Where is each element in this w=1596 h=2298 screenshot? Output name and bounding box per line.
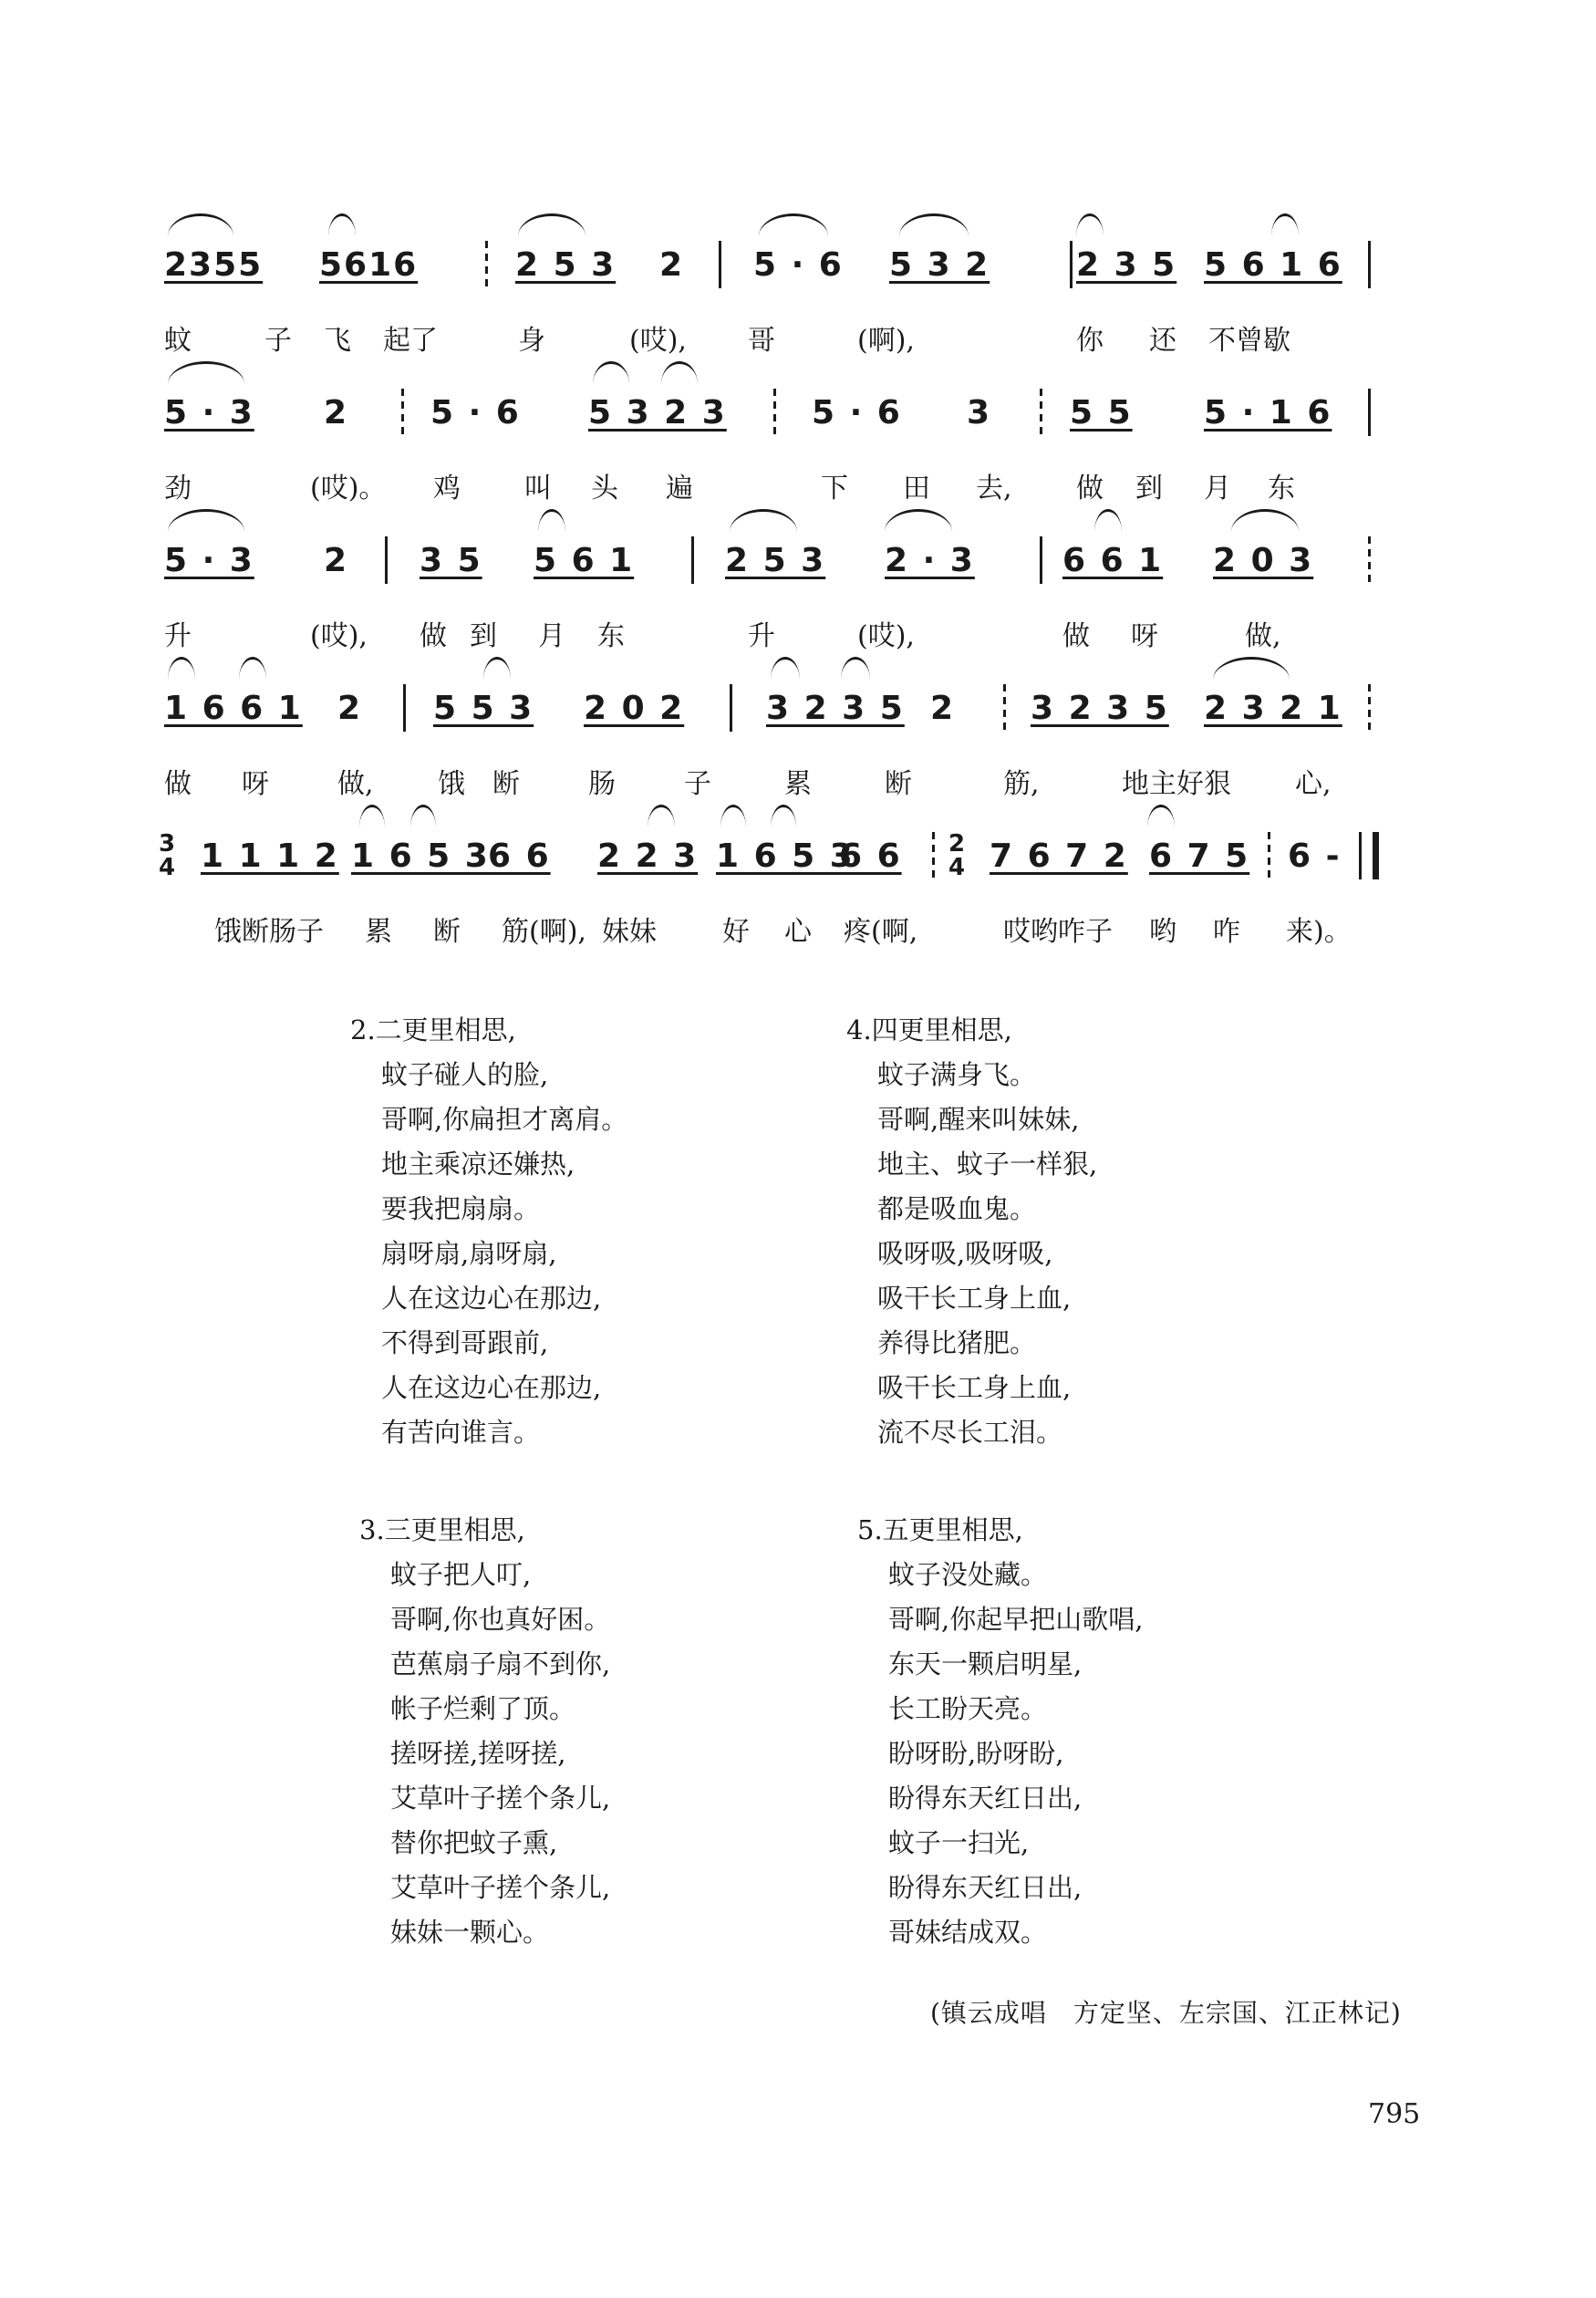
lyric: 咋 bbox=[1213, 916, 1240, 948]
verse-line: 东天一颗启明星, bbox=[888, 1648, 1083, 1679]
note-row bbox=[159, 830, 1377, 892]
verse-line: 盼呀盼,盼呀盼, bbox=[888, 1738, 1064, 1769]
note-row bbox=[164, 246, 1377, 301]
lyric: 断 bbox=[492, 768, 520, 800]
lyric: 做 bbox=[420, 620, 447, 652]
barline bbox=[1368, 241, 1371, 288]
note-group: 2 bbox=[337, 690, 363, 727]
barline bbox=[932, 832, 935, 879]
verse-line: 流不尽长工泪。 bbox=[877, 1417, 1063, 1448]
note-group: 1 1 1 2 bbox=[201, 837, 339, 875]
verse-line: 艾草叶子搓个条儿, bbox=[390, 1872, 611, 1903]
slur bbox=[661, 361, 698, 384]
slur bbox=[1231, 509, 1299, 532]
verse-line: 有苦向谁言。 bbox=[381, 1417, 541, 1448]
note-group: 6 6 bbox=[488, 837, 551, 875]
lyric: 累 bbox=[365, 916, 392, 948]
verse-line: 扇呀扇,扇呀扇, bbox=[381, 1238, 557, 1269]
lyric-row bbox=[164, 317, 1377, 357]
lyric: 哟 bbox=[1149, 916, 1176, 948]
note-group: 2 · 3 bbox=[885, 542, 975, 579]
slur bbox=[239, 657, 266, 680]
note-group: 6 6 bbox=[839, 837, 902, 875]
verse-line: 吸干长工身上血, bbox=[877, 1283, 1072, 1314]
note-group: 5 · 6 bbox=[812, 394, 902, 432]
page-number: 795 bbox=[1368, 2098, 1421, 2130]
note-group: 5 6 1 bbox=[534, 542, 635, 579]
lyric: 还 bbox=[1149, 325, 1176, 357]
verse-line: 哥啊,你起早把山歌唱, bbox=[888, 1604, 1144, 1635]
slur bbox=[593, 361, 629, 384]
slur bbox=[359, 805, 385, 827]
slur bbox=[1147, 805, 1175, 827]
barline bbox=[1003, 684, 1006, 732]
score-system-4 bbox=[164, 653, 1377, 801]
lyric: 升 bbox=[748, 620, 775, 652]
lyric: (啊), bbox=[857, 325, 915, 357]
barline bbox=[1070, 241, 1073, 288]
lyric: 心, bbox=[1295, 768, 1332, 800]
score-system-5 bbox=[159, 801, 1377, 949]
lyric: 做 bbox=[1062, 620, 1090, 652]
lyric: 到 bbox=[470, 620, 497, 652]
slur bbox=[885, 509, 952, 532]
lyric: (哎)。 bbox=[310, 473, 387, 504]
lyric: 心 bbox=[784, 916, 812, 948]
lyric-row bbox=[164, 761, 1377, 800]
note-group: 2 bbox=[659, 246, 685, 284]
note-group: 6 6 1 bbox=[1062, 542, 1164, 579]
verse-line: 哥啊,你扁担才离肩。 bbox=[381, 1104, 628, 1135]
lyric: 做, bbox=[1245, 620, 1281, 652]
lyric: 头 bbox=[591, 473, 618, 504]
note-group: 2 3 5 bbox=[1076, 246, 1177, 284]
score-system-1 bbox=[164, 210, 1377, 358]
lyric: 断 bbox=[885, 768, 912, 800]
lyric: 飞 bbox=[324, 325, 351, 357]
verse-line: 哥啊,你也真好困。 bbox=[390, 1604, 611, 1635]
note-group: 2 5 3 bbox=[725, 542, 826, 579]
verse-line: 人在这边心在那边, bbox=[381, 1372, 602, 1403]
note-group: 7 6 7 2 bbox=[990, 837, 1128, 875]
note-group: 5616 bbox=[319, 246, 419, 284]
verse-line: 哥啊,醒来叫妹妹, bbox=[877, 1104, 1080, 1135]
slur bbox=[1094, 509, 1122, 532]
verse-line: 搓呀搓,搓呀搓, bbox=[390, 1738, 566, 1769]
time-signature-top: 2 bbox=[948, 830, 968, 858]
verse-line: 盼得东天红日出, bbox=[888, 1872, 1083, 1903]
barline bbox=[1368, 389, 1371, 436]
lyric: (哎), bbox=[310, 620, 368, 652]
slur bbox=[899, 213, 969, 236]
lyric: 饿断肠子 bbox=[214, 916, 324, 948]
verse-2 bbox=[350, 1008, 628, 1455]
verse-line: 都是吸血鬼。 bbox=[877, 1193, 1037, 1224]
lyric: 子 bbox=[264, 325, 292, 357]
lyric-row bbox=[164, 909, 1377, 948]
note-group: 1 6 6 1 bbox=[164, 690, 303, 727]
lyric: 升 bbox=[164, 620, 192, 652]
slur bbox=[771, 805, 796, 827]
credit-line: (镇云成唱 方定坚、左宗国、江正林记) bbox=[930, 1998, 1402, 2028]
lyric: 蚊 bbox=[164, 325, 192, 357]
slur bbox=[720, 805, 746, 827]
score-system-2 bbox=[164, 358, 1377, 505]
note-group: 5 6 1 6 bbox=[1204, 246, 1342, 284]
barline bbox=[1040, 389, 1042, 436]
note-group: 2 bbox=[930, 690, 956, 727]
verse-4 bbox=[846, 1008, 1098, 1455]
lyric-row bbox=[164, 465, 1377, 502]
lyric: 妹妹 bbox=[602, 916, 657, 948]
lyric: 肠 bbox=[588, 768, 616, 800]
barline bbox=[730, 684, 732, 732]
note-group: 6 7 5 bbox=[1149, 837, 1250, 875]
barline bbox=[403, 684, 406, 732]
verse-line: 吸干长工身上血, bbox=[877, 1372, 1072, 1403]
verse-line: 蚊子碰人的脸, bbox=[381, 1059, 549, 1090]
verse-line: 蚊子把人叮, bbox=[390, 1559, 532, 1590]
time-signature-top: 3 bbox=[159, 830, 178, 858]
lyric: 身 bbox=[518, 325, 545, 357]
slur bbox=[730, 509, 797, 532]
note-group: 2 bbox=[324, 394, 349, 432]
score-system-3 bbox=[164, 505, 1377, 653]
lyric: 你 bbox=[1076, 325, 1104, 357]
note-group: 5 5 3 bbox=[433, 690, 534, 727]
note-group: 1 6 5 3 bbox=[351, 837, 490, 875]
verse-line: 不得到哥跟前, bbox=[381, 1327, 549, 1358]
barline bbox=[401, 389, 404, 436]
note-group: 2 2 3 bbox=[597, 837, 699, 875]
slur bbox=[1076, 213, 1104, 236]
lyric: 呀 bbox=[1131, 620, 1158, 652]
note-group: 2 3 2 1 bbox=[1204, 690, 1342, 727]
lyric: 田 bbox=[903, 473, 930, 504]
barline bbox=[773, 389, 776, 436]
lyric: (哎), bbox=[857, 620, 915, 652]
slur bbox=[759, 213, 828, 236]
lyric: 哥 bbox=[748, 325, 775, 357]
verse-line: 妹妹一颗心。 bbox=[390, 1917, 550, 1948]
lyric: 做 bbox=[164, 768, 192, 800]
slur bbox=[483, 657, 511, 680]
verse-line: 地主、蚊子一样狠, bbox=[877, 1149, 1098, 1180]
lyric: 下 bbox=[821, 473, 848, 504]
note-group: 3 bbox=[967, 394, 992, 432]
lyric: 月 bbox=[1204, 473, 1231, 504]
lyric: 起了 bbox=[383, 325, 438, 357]
lyric: 做 bbox=[1076, 473, 1104, 504]
verse-line: 长工盼天亮。 bbox=[888, 1693, 1048, 1724]
verse-line: 地主乘凉还嫌热, bbox=[381, 1149, 575, 1180]
slur bbox=[771, 657, 800, 680]
slur bbox=[410, 805, 436, 827]
verse-line: 蚊子没处藏。 bbox=[888, 1559, 1048, 1590]
time-signature bbox=[948, 832, 967, 879]
verse-line: 艾草叶子搓个条儿, bbox=[390, 1783, 611, 1814]
lyric: 断 bbox=[433, 916, 461, 948]
note-group: 5 · 3 bbox=[164, 394, 254, 432]
lyric: 劲 bbox=[164, 473, 192, 504]
note-group: 5 5 bbox=[1070, 394, 1133, 432]
jianpu-score bbox=[159, 210, 1377, 949]
barline bbox=[719, 241, 721, 288]
final-barline bbox=[1359, 832, 1379, 879]
lyric: 不曾歇 bbox=[1208, 325, 1290, 357]
verse-line: 吸呀吸,吸呀吸, bbox=[877, 1238, 1053, 1269]
verse-line: 芭蕉扇子扇不到你, bbox=[390, 1648, 611, 1679]
barline bbox=[1268, 832, 1270, 879]
note-row bbox=[164, 690, 1377, 744]
barline bbox=[1368, 684, 1371, 732]
slur bbox=[168, 657, 195, 680]
lyric: (哎), bbox=[629, 325, 687, 357]
note-group: 2 0 3 bbox=[1213, 542, 1314, 579]
note-group: 1 6 5 3 bbox=[716, 837, 855, 875]
barline bbox=[385, 536, 388, 584]
slur bbox=[648, 805, 675, 827]
verse-line: 2.二更里相思, bbox=[350, 1014, 516, 1045]
slur bbox=[538, 509, 565, 532]
verse-line: 5.五更里相思, bbox=[857, 1514, 1023, 1545]
verse-3 bbox=[359, 1508, 611, 1955]
note-group: 3 2 3 5 bbox=[1031, 690, 1169, 727]
verse-line: 蚊子满身飞。 bbox=[877, 1059, 1037, 1090]
lyric: 月 bbox=[538, 620, 565, 652]
note-group: 3 2 3 5 bbox=[766, 690, 905, 727]
note-group: 5 3 2 3 bbox=[588, 394, 727, 432]
lyric: 东 bbox=[1268, 473, 1295, 504]
lyric: 遍 bbox=[666, 473, 693, 504]
lyric: 好 bbox=[722, 916, 750, 948]
note-group: 2 0 2 bbox=[584, 690, 685, 727]
note-group: 5 · 3 bbox=[164, 542, 254, 579]
verse-line: 养得比猪肥。 bbox=[877, 1327, 1037, 1358]
slur bbox=[841, 657, 870, 680]
time-signature-bottom: 4 bbox=[159, 854, 178, 881]
note-group: 2355 bbox=[164, 246, 264, 284]
note-group: 5 · 6 bbox=[430, 394, 521, 432]
time-signature-bottom: 4 bbox=[948, 854, 968, 881]
verse-line: 哥妹结成双。 bbox=[888, 1917, 1048, 1948]
slur bbox=[168, 509, 244, 532]
lyric: 筋, bbox=[1003, 768, 1040, 800]
note-group: 6 - bbox=[1288, 837, 1342, 875]
time-signature bbox=[159, 832, 177, 879]
note-group: 5 · 1 6 bbox=[1204, 394, 1332, 432]
lyric: 累 bbox=[784, 768, 812, 800]
barline bbox=[485, 241, 488, 288]
slur bbox=[168, 361, 244, 384]
lyric: 子 bbox=[684, 768, 711, 800]
lyric: 来)。 bbox=[1286, 916, 1352, 948]
lyric: 筋(啊), bbox=[502, 916, 586, 948]
note-row bbox=[164, 542, 1377, 597]
lyric: 做, bbox=[337, 768, 374, 800]
verse-line: 替你把蚊子熏, bbox=[390, 1827, 558, 1858]
verse-5 bbox=[857, 1508, 1144, 1955]
note-row bbox=[164, 394, 1377, 449]
slur bbox=[168, 213, 233, 236]
lyric: 叫 bbox=[524, 473, 552, 504]
lyric: 到 bbox=[1135, 473, 1163, 504]
barline bbox=[1040, 536, 1042, 584]
lyric: 疼(啊, bbox=[844, 916, 918, 948]
note-group: 3 5 bbox=[420, 542, 482, 579]
lyric: 东 bbox=[597, 620, 625, 652]
note-group: 2 5 3 bbox=[515, 246, 617, 284]
slur bbox=[1271, 213, 1299, 236]
note-group: 5 3 2 bbox=[889, 246, 990, 284]
slur bbox=[1213, 657, 1290, 680]
barline bbox=[1368, 536, 1371, 584]
verse-line: 3.三更里相思, bbox=[359, 1514, 525, 1545]
lyric: 哎哟咋子 bbox=[1003, 916, 1113, 948]
slur bbox=[328, 213, 356, 236]
verse-line: 要我把扇扇。 bbox=[381, 1193, 541, 1224]
lyric-row bbox=[164, 613, 1377, 650]
note-group: 5 · 6 bbox=[753, 246, 844, 284]
lyric: 饿 bbox=[438, 768, 465, 800]
lyric: 鸡 bbox=[433, 473, 461, 504]
verse-line: 4.四更里相思, bbox=[846, 1014, 1012, 1045]
barline bbox=[691, 536, 694, 584]
slur bbox=[518, 213, 586, 236]
lyric: 地主好狠 bbox=[1122, 768, 1231, 800]
lyric: 去, bbox=[976, 473, 1012, 504]
verse-line: 人在这边心在那边, bbox=[381, 1283, 602, 1314]
verse-line: 蚊子一扫光, bbox=[888, 1827, 1030, 1858]
note-group: 2 bbox=[324, 542, 349, 579]
verse-line: 盼得东天红日出, bbox=[888, 1783, 1083, 1814]
lyric: 呀 bbox=[242, 768, 269, 800]
verse-line: 帐子烂剩了顶。 bbox=[390, 1693, 576, 1724]
